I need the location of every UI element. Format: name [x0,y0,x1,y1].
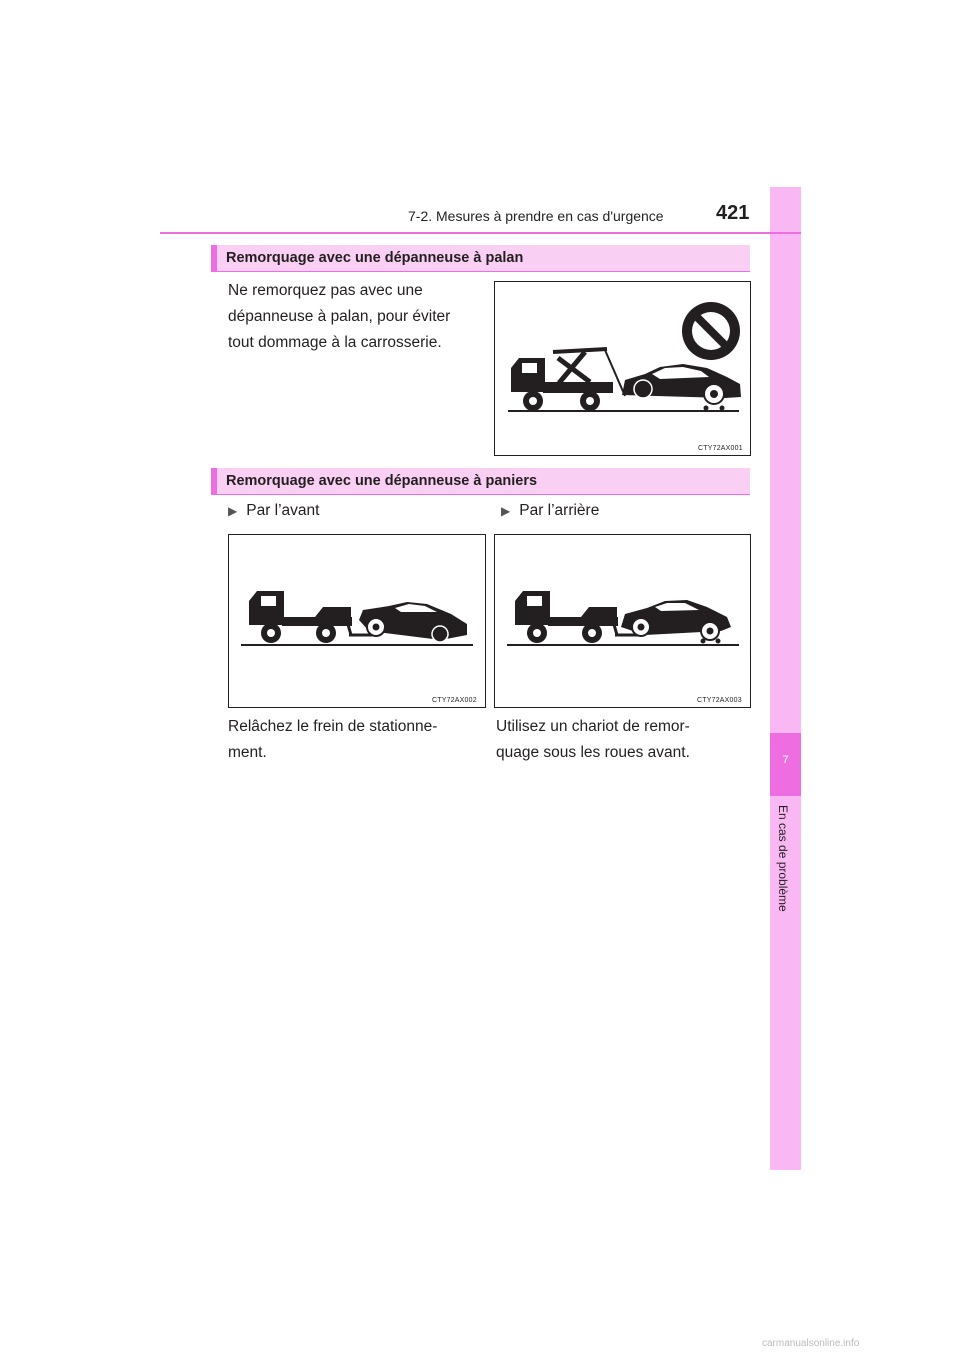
towed-car-icon [359,602,467,642]
side-tab [770,187,801,1170]
chapter-name: En cas de problème [776,805,790,912]
rear-text-line2: quage sous les roues avant. [496,744,690,761]
towed-car-icon [622,364,741,411]
figure-rear-code: CTY72AX003 [697,697,742,704]
towed-car-icon [621,600,731,644]
section-heading-palan-text: Remorquage avec une dépanneuse à palan [226,250,524,266]
palan-paragraph [228,278,477,382]
page-number: 421 [716,202,750,224]
triangle-bullet-icon: ▶ [228,504,238,518]
subheading-front-text: Par l’avant [246,502,320,519]
subheading-rear-text: Par l’arrière [519,502,600,519]
prohibited-icon [682,302,740,360]
rear-paragraph [496,714,745,792]
rear-text-line1: Utilisez un chariot de remor- [496,718,690,735]
section-heading-paniers-text: Remorquage avec une dépanneuse à paniers [226,473,538,489]
front-paragraph [228,714,477,792]
chapter-number: 7 [782,754,789,766]
section-heading-palan [211,245,750,272]
front-text-line2: ment. [228,744,267,761]
figure-front [228,534,486,708]
figure-front-code: CTY72AX002 [432,697,477,704]
figure-palan-code: CTY72AX001 [698,445,743,452]
triangle-bullet-icon: ▶ [501,504,511,518]
palan-text-line2: dépanneuse à palan, pour éviter [228,308,451,325]
figure-rear [494,534,751,708]
palan-text-line3: tout dommage à la carrosserie. [228,334,442,351]
footer-watermark: carmanualsonline.info [762,1338,860,1349]
header-rule [160,232,801,234]
section-heading-paniers [211,468,750,495]
header-title: 7-2. Mesures à prendre en cas d'urgence [408,208,664,224]
figure-palan [494,281,751,456]
palan-text-line1: Ne remorquez pas avec une [228,282,423,299]
subheading-front [228,502,319,520]
subheading-rear [501,502,599,520]
front-text-line1: Relâchez le frein de stationne- [228,718,438,735]
